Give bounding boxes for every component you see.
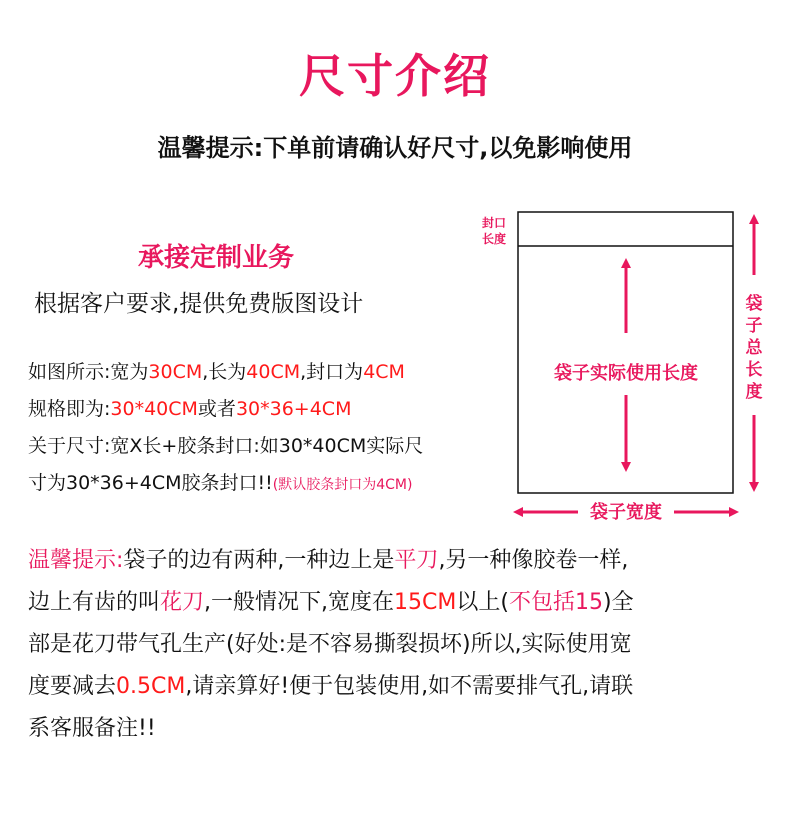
spec-line-2 (28, 394, 351, 421)
notes-text: 边上有齿的叫 (28, 590, 161, 615)
total-length-char: 度 (745, 382, 763, 402)
spec-width-value: 30CM (148, 361, 203, 383)
page-title: 尺寸介绍 (299, 49, 491, 103)
flat-edge-term: 平刀 (394, 548, 439, 573)
spec-seal-value: 4CM (363, 361, 405, 383)
spec-text: 如图所示:宽为 (28, 361, 149, 383)
tip-text: 温馨提示:下单前请确认好尺寸,以免影响使用 (157, 134, 633, 162)
spec-text: 规格即为: (28, 398, 111, 420)
spec-text: ,封口为 (300, 361, 364, 383)
notes-text: 度要减去 (28, 674, 117, 699)
notes-line-2 (28, 585, 634, 616)
spec-size-a: 30*40CM (110, 398, 198, 420)
notes-text: 以上( (456, 590, 509, 615)
notes-line-1 (28, 543, 628, 574)
usable-length-label: 袋子实际使用长度 (554, 363, 698, 384)
spec-line-4 (28, 468, 412, 495)
seal-label-2: 长度 (482, 232, 507, 246)
notes-line-5: 系客服备注!! (28, 716, 156, 741)
spec-text: 或者 (197, 398, 236, 420)
serrated-edge-term: 花刀 (160, 590, 205, 615)
total-length-char: 袋 (745, 294, 763, 314)
spec-length-value: 40CM (246, 361, 301, 383)
spec-size-b: 30*36+4CM (235, 398, 352, 420)
spec-text: ,长为 (202, 361, 247, 383)
total-length-char: 长 (745, 360, 763, 380)
notes-text: ,另一种像胶卷一样, (438, 548, 629, 573)
notes-text: 袋子的边有两种,一种边上是 (123, 548, 395, 573)
total-length-char: 子 (745, 316, 763, 336)
notes-line-4 (28, 669, 633, 700)
custom-service-title: 承接定制业务 (138, 243, 295, 273)
exclusion-note: 不包括15 (508, 590, 603, 615)
seal-label-1: 封口 (482, 216, 507, 230)
spec-text: 寸为30*36+4CM胶条封口!! (28, 472, 273, 494)
bag-diagram (478, 205, 778, 525)
spec-line-3: 关于尺寸:宽X长+胶条封口:如30*40CM实际尺 (28, 435, 424, 457)
default-seal-note: (默认胶条封口为4CM) (272, 477, 413, 493)
notes-text: ,请亲算好!便于包装使用,如不需要排气孔,请联 (185, 674, 634, 699)
width-threshold: 15CM (394, 590, 457, 615)
notes-text: )全 (602, 590, 634, 615)
spec-line-1 (28, 357, 405, 384)
width-reduction-value: 0.5CM (116, 674, 186, 699)
notes-line-3: 部是花刀带气孔生产(好处:是不容易撕裂损坏)所以,实际使用宽 (28, 632, 632, 657)
notes-text: ,一般情况下,宽度在 (204, 590, 395, 615)
notes-tip-label: 温馨提示: (28, 548, 124, 573)
total-length-char: 总 (745, 338, 763, 358)
width-label: 袋子宽度 (590, 502, 662, 523)
custom-service-desc: 根据客户要求,提供免费版图设计 (34, 291, 364, 317)
